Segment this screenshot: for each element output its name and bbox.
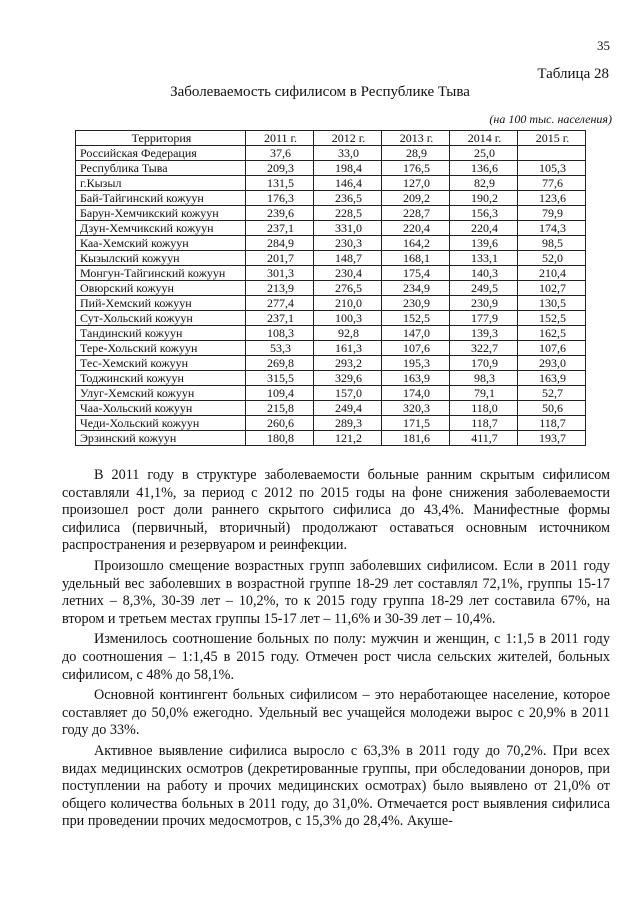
value-cell: 79,1 xyxy=(450,386,518,401)
value-cell: 284,9 xyxy=(246,236,314,251)
value-cell: 411,7 xyxy=(450,431,518,446)
value-cell: 176,3 xyxy=(246,191,314,206)
value-cell: 315,5 xyxy=(246,371,314,386)
territory-cell: Кызылский кожуун xyxy=(76,251,246,266)
paragraph: Основной контингент больных сифилисом – это неработающее население, которое составляет до 50,0% ежегодно. Удельный вес учащейся молодежи вырос с 20,9% в 2011 году до 33%. xyxy=(62,687,610,739)
territory-cell: Тоджинский кожуун xyxy=(76,371,246,386)
value-cell: 118,0 xyxy=(450,401,518,416)
table-row xyxy=(76,221,586,236)
value-cell: 162,5 xyxy=(518,326,586,341)
value-cell: 220,4 xyxy=(382,221,450,236)
table-row xyxy=(76,146,586,161)
value-cell: 168,1 xyxy=(382,251,450,266)
units-note: (на 100 тыс. населения) xyxy=(489,112,612,126)
page-number: 35 xyxy=(597,38,610,53)
value-cell: 230,9 xyxy=(382,296,450,311)
table-row xyxy=(76,371,586,386)
value-cell: 175,4 xyxy=(382,266,450,281)
value-cell: 174,0 xyxy=(382,386,450,401)
value-cell: 53,3 xyxy=(246,341,314,356)
value-cell: 301,3 xyxy=(246,266,314,281)
header-2011: 2011 г. xyxy=(246,131,314,146)
header-2013: 2013 г. xyxy=(382,131,450,146)
territory-cell: Тандинский кожуун xyxy=(76,326,246,341)
value-cell: 118,7 xyxy=(518,416,586,431)
value-cell: 228,7 xyxy=(382,206,450,221)
value-cell: 190,2 xyxy=(450,191,518,206)
value-cell: 210,4 xyxy=(518,266,586,281)
value-cell: 213,9 xyxy=(246,281,314,296)
value-cell xyxy=(518,146,586,161)
value-cell: 152,5 xyxy=(382,311,450,326)
value-cell: 164,2 xyxy=(382,236,450,251)
territory-cell: Бай-Тайгинский кожуун xyxy=(76,191,246,206)
body-text xyxy=(62,467,610,834)
value-cell: 52,0 xyxy=(518,251,586,266)
value-cell: 249,4 xyxy=(314,401,382,416)
value-cell: 180,8 xyxy=(246,431,314,446)
value-cell: 237,1 xyxy=(246,311,314,326)
territory-cell: Российская Федерация xyxy=(76,146,246,161)
table-row xyxy=(76,266,586,281)
value-cell: 163,9 xyxy=(382,371,450,386)
table-row xyxy=(76,251,586,266)
value-cell: 28,9 xyxy=(382,146,450,161)
value-cell: 209,3 xyxy=(246,161,314,176)
value-cell: 148,7 xyxy=(314,251,382,266)
value-cell: 107,6 xyxy=(382,341,450,356)
value-cell: 156,3 xyxy=(450,206,518,221)
value-cell: 102,7 xyxy=(518,281,586,296)
value-cell: 107,6 xyxy=(518,341,586,356)
value-cell: 140,3 xyxy=(450,266,518,281)
value-cell: 82,9 xyxy=(450,176,518,191)
value-cell: 181,6 xyxy=(382,431,450,446)
value-cell: 98,3 xyxy=(450,371,518,386)
value-cell: 237,1 xyxy=(246,221,314,236)
value-cell: 174,3 xyxy=(518,221,586,236)
value-cell: 269,8 xyxy=(246,356,314,371)
table-row xyxy=(76,296,586,311)
value-cell: 100,3 xyxy=(314,311,382,326)
paragraph: Произошло смещение возрастных групп заболевших сифилисом. Если в 2011 году удельный вес заболевших в возрастной группе 18-29 лет составлял 72,1%, группы 15-17 летних – 8,3%, 30-39 лет – 10,2%, то к 2015 году группа 18-29 лет составила 67%, на втором и третьем местах группы 15-17 лет – 11,6% и 30-39 лет – 10,4%. xyxy=(62,557,610,627)
table-row xyxy=(76,326,586,341)
value-cell: 136,6 xyxy=(450,161,518,176)
value-cell: 210,0 xyxy=(314,296,382,311)
value-cell: 277,4 xyxy=(246,296,314,311)
value-cell: 79,9 xyxy=(518,206,586,221)
value-cell: 236,5 xyxy=(314,191,382,206)
value-cell: 121,2 xyxy=(314,431,382,446)
territory-cell: Каа-Хемский кожуун xyxy=(76,236,246,251)
territory-cell: Чеди-Хольский кожуун xyxy=(76,416,246,431)
header-2015: 2015 г. xyxy=(518,131,586,146)
value-cell: 201,7 xyxy=(246,251,314,266)
territory-cell: Чаа-Хольский кожуун xyxy=(76,401,246,416)
value-cell: 25,0 xyxy=(450,146,518,161)
territory-cell: Эрзинский кожуун xyxy=(76,431,246,446)
value-cell: 127,0 xyxy=(382,176,450,191)
paragraph: Активное выявление сифилиса выросло с 63,3% в 2011 году до 70,2%. При всех видах медицинских осмотров (декретированные группы, при обследовании доноров, при поступлении на работу и прочих медицинских осмотрах) было выявлено от 21,0% от общего количества больных в 2011 году, до 31,0%. Отмечается рост выявления сифилиса при проведении прочих медосмотров, с 15,3% до 28,4%. Акуше- xyxy=(62,742,610,830)
value-cell: 239,6 xyxy=(246,206,314,221)
value-cell: 147,0 xyxy=(382,326,450,341)
value-cell: 133,1 xyxy=(450,251,518,266)
value-cell: 215,8 xyxy=(246,401,314,416)
table-row xyxy=(76,281,586,296)
value-cell: 195,3 xyxy=(382,356,450,371)
value-cell: 109,4 xyxy=(246,386,314,401)
value-cell: 163,9 xyxy=(518,371,586,386)
territory-cell: Овюрский кожуун xyxy=(76,281,246,296)
paragraph: Изменилось соотношение больных по полу: мужчин и женщин, с 1:1,5 в 2011 году до соотношения – 1:1,45 в 2015 году. Отмечен рост числа сельских жителей, больных сифилисом, с 48% до 58,1%. xyxy=(62,631,610,683)
value-cell: 92,8 xyxy=(314,326,382,341)
value-cell: 50,6 xyxy=(518,401,586,416)
value-cell: 33,0 xyxy=(314,146,382,161)
table-row xyxy=(76,161,586,176)
value-cell: 131,5 xyxy=(246,176,314,191)
territory-cell: Дзун-Хемчикский кожуун xyxy=(76,221,246,236)
value-cell: 171,5 xyxy=(382,416,450,431)
table-title: Заболеваемость сифилисом в Республике Тыва xyxy=(170,84,470,100)
value-cell: 230,4 xyxy=(314,266,382,281)
value-cell: 157,0 xyxy=(314,386,382,401)
value-cell: 320,3 xyxy=(382,401,450,416)
table-row xyxy=(76,176,586,191)
value-cell: 176,5 xyxy=(382,161,450,176)
value-cell: 331,0 xyxy=(314,221,382,236)
territory-cell: г.Кызыл xyxy=(76,176,246,191)
value-cell: 37,6 xyxy=(246,146,314,161)
value-cell: 105,3 xyxy=(518,161,586,176)
value-cell: 228,5 xyxy=(314,206,382,221)
value-cell: 152,5 xyxy=(518,311,586,326)
value-cell: 293,0 xyxy=(518,356,586,371)
table-header-row xyxy=(76,131,586,146)
territory-cell: Монгун-Тайгинский кожуун xyxy=(76,266,246,281)
territory-cell: Республика Тыва xyxy=(76,161,246,176)
value-cell: 170,9 xyxy=(450,356,518,371)
incidence-table xyxy=(75,130,586,446)
table-row xyxy=(76,431,586,446)
value-cell: 198,4 xyxy=(314,161,382,176)
territory-cell: Барун-Хемчикский кожуун xyxy=(76,206,246,221)
territory-cell: Тес-Хемский кожуун xyxy=(76,356,246,371)
table-row xyxy=(76,341,586,356)
header-2014: 2014 г. xyxy=(450,131,518,146)
value-cell: 260,6 xyxy=(246,416,314,431)
value-cell: 276,5 xyxy=(314,281,382,296)
value-cell: 139,6 xyxy=(450,236,518,251)
table-row xyxy=(76,386,586,401)
table-label: Таблица 28 xyxy=(537,66,609,82)
table-row xyxy=(76,401,586,416)
value-cell: 123,6 xyxy=(518,191,586,206)
value-cell: 249,5 xyxy=(450,281,518,296)
header-territory: Территория xyxy=(76,131,246,146)
value-cell: 289,3 xyxy=(314,416,382,431)
value-cell: 118,7 xyxy=(450,416,518,431)
value-cell: 220,4 xyxy=(450,221,518,236)
table-row xyxy=(76,311,586,326)
value-cell: 209,2 xyxy=(382,191,450,206)
value-cell: 193,7 xyxy=(518,431,586,446)
value-cell: 161,3 xyxy=(314,341,382,356)
value-cell: 98,5 xyxy=(518,236,586,251)
table-row xyxy=(76,236,586,251)
value-cell: 139,3 xyxy=(450,326,518,341)
value-cell: 108,3 xyxy=(246,326,314,341)
table-row xyxy=(76,191,586,206)
header-2012: 2012 г. xyxy=(314,131,382,146)
paragraph: В 2011 году в структуре заболеваемости больные ранним скрытым сифилисом составляли 41,1%, за период с 2012 по 2015 годы на фоне снижения заболеваемости произошел рост доли раннего скрытого сифилиса до 43,4%. Манифестные формы сифилиса (первичный, вторичный) продолжают оставаться основным источником распространения и резервуаром и реинфекции. xyxy=(62,467,610,554)
value-cell: 177,9 xyxy=(450,311,518,326)
value-cell: 322,7 xyxy=(450,341,518,356)
value-cell: 230,9 xyxy=(450,296,518,311)
territory-cell: Сут-Хольский кожуун xyxy=(76,311,246,326)
value-cell: 130,5 xyxy=(518,296,586,311)
table-row xyxy=(76,356,586,371)
table-row xyxy=(76,206,586,221)
value-cell: 329,6 xyxy=(314,371,382,386)
value-cell: 234,9 xyxy=(382,281,450,296)
value-cell: 293,2 xyxy=(314,356,382,371)
table-row xyxy=(76,416,586,431)
territory-cell: Улуг-Хемский кожуун xyxy=(76,386,246,401)
territory-cell: Пий-Хемский кожуун xyxy=(76,296,246,311)
value-cell: 230,3 xyxy=(314,236,382,251)
territory-cell: Тере-Хольский кожуун xyxy=(76,341,246,356)
value-cell: 77,6 xyxy=(518,176,586,191)
value-cell: 146,4 xyxy=(314,176,382,191)
value-cell: 52,7 xyxy=(518,386,586,401)
